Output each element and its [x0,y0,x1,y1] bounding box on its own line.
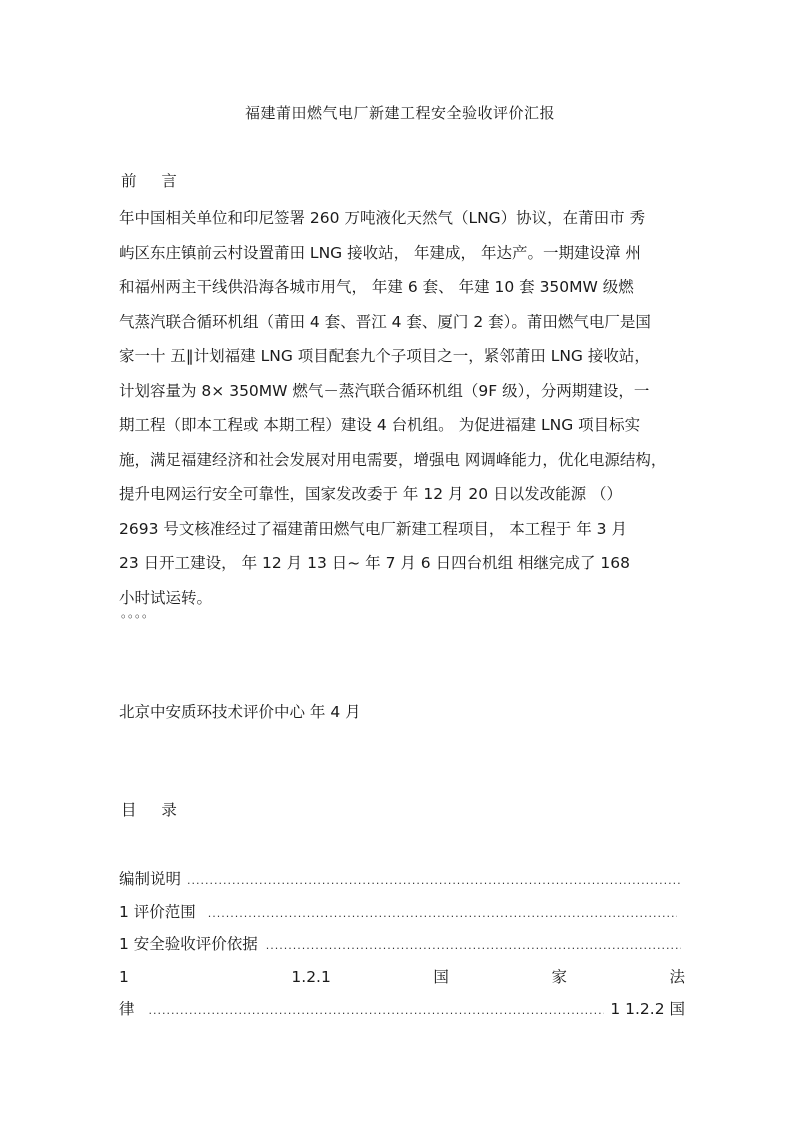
toc-entry-label: 1 安全验收评价依据 [119,935,258,953]
toc-leader-dots [266,930,681,963]
preface-line: 2693 号文核准经过了福建莆田燃气电厂新建工程项目， 本工程于 年 3 月 [119,519,627,538]
toc-leader-dots [187,865,681,898]
toc-fragment: 1.2.1 [291,967,331,986]
toc-entry-label: 1 评价范围 [119,902,196,921]
preface-line: 施，满足福建经济和社会发展对用电需要，增强电 网调峰能力，优化电源结构， [119,450,667,469]
toc-fragment: 法 [669,967,685,986]
toc-entry[interactable] [119,928,685,961]
preface-line: 屿区东庄镇前云村设置莆田 LNG 接收站， 年建成， 年达产。一期建设漳 州 [119,243,641,262]
preface-line: 年中国相关单位和印尼签署 260 万吨液化天然气（LNG）协议，在莆田市 秀 [119,209,646,227]
ellipsis-marks: 。。。。 [121,606,156,620]
toc-fragment: 家 [551,967,567,986]
organization-date-line: 北京中安质环技术评价中心 年 4 月 [119,703,361,721]
preface-line: 提升电网运行安全可靠性，国家发改委于 年 12 月 20 日以发改能源 （） [119,485,623,503]
preface-heading: 前 言 [121,172,187,190]
toc-fragment: 国 [433,967,449,986]
preface-line: 和福州两主干线供沿海各城市用气， 年建 6 套、 年建 10 套 350MW 级燃 [119,278,634,296]
toc-entry-justified[interactable] [119,961,685,994]
preface-line: 气蒸汽联合循环机组（莆田 4 套、晋江 4 套、厦门 2 套）。莆田燃气电厂是国 [119,312,651,331]
toc-entry-label: 编制说明 [119,870,182,888]
toc-entry[interactable] [119,863,685,896]
toc-entry-page: 1 1.2.2 国 [610,1000,685,1018]
preface-line: 家一十 五‖计划福建 LNG 项目配套九个子项目之一，紧邻莆田 LNG 接收站， [119,347,650,365]
preface-line: 期工程（即本工程或 本期工程）建设 4 台机组。 为促进福建 LNG 项目标实 [119,416,641,434]
toc-leader-dots [208,898,677,931]
preface-line: 计划容量为 8× 350MW 燃气－蒸汽联合循环机组（9F 级），分两期建设，一 [119,381,650,400]
toc-entry[interactable] [119,993,685,1026]
toc-entry-label: 律 [119,1000,135,1018]
preface-line: 小时试运转。 [119,588,213,607]
toc-fragment: 1 [119,967,129,986]
preface-body [119,201,687,615]
document-title: 福建莆田燃气电厂新建工程安全验收评价汇报 [244,104,555,122]
toc-leader-dots [149,995,605,1028]
table-of-contents [119,863,685,1026]
toc-entry[interactable] [119,896,685,929]
toc-heading: 目 录 [121,801,187,819]
preface-line: 23 日开工建设， 年 12 月 13 日~ 年 7 月 6 日四台机组 相继完成了 168 [119,554,631,572]
